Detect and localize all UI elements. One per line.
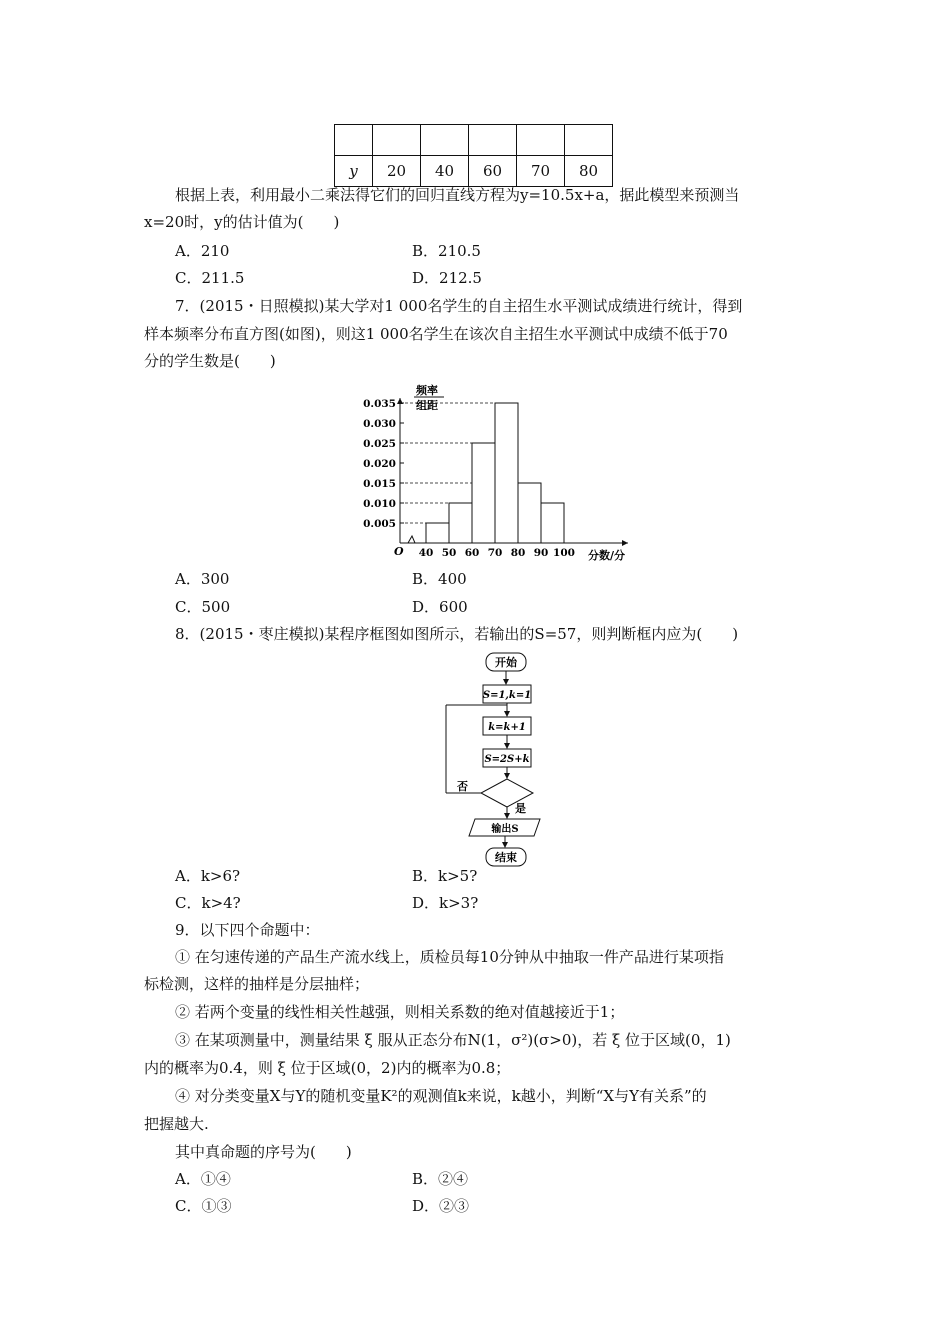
histogram-bar [518,483,541,543]
table-cell: 20 [373,156,421,187]
table-cell [517,125,565,156]
q9-line1: 9．以下四个命题中： [175,921,320,939]
init-label: S=1,k=1 [482,690,532,701]
q9-proposition3-a: ③ 在某项测量中，测量结果 ξ 服从正态分布N(1，σ²)(σ>0)，若 ξ 位于区域(0，1) [175,1031,731,1049]
table-row-y [335,156,613,187]
histogram-y-ticks [363,398,404,530]
q9-option-d: D．②③ [412,1197,470,1215]
start-label: 开始 [495,656,517,669]
table-cell: 60 [469,156,517,187]
y-label-top: 频率 [416,384,438,397]
q7-option-a: A．300 [175,570,230,588]
data-table [334,124,613,187]
table-cell [373,125,421,156]
q6-option-c: C．211.5 [175,269,245,287]
x-tick-label: 100 [553,547,575,559]
y-tick-label: 0.025 [363,438,396,450]
x-tick-label: 70 [487,547,503,559]
q9-option-c: C．①③ [175,1197,232,1215]
q7-line2: 样本频率分布直方图(如图)，则这1 000名学生在该次自主招生水平测试中成绩不低于70 [144,325,728,343]
histogram-bars [426,403,564,543]
yes-label: 是 [515,802,526,815]
q9-proposition1-b: 标检测，这样的抽样是分层抽样； [144,975,370,993]
histogram-bar [449,503,472,543]
q6-option-a: A．210 [175,242,230,260]
q6-option-d: D．212.5 [412,269,482,287]
x-tick-label: 60 [464,547,480,559]
histogram-bar [541,503,564,543]
y-tick-label: 0.030 [363,418,396,430]
table-cell [335,125,373,156]
histogram-x-ticks [419,547,575,559]
q9-proposition1-a: ① 在匀速传递的产品生产流水线上，质检员每10分钟从中抽取一件产品进行某项指 [175,948,724,966]
histogram-bar [495,403,518,543]
end-label: 结束 [495,851,517,864]
q6-line1: 根据上表，利用最小二乘法得它们的回归直线方程为y=10.5x+a，据此模型来预测当 [175,186,740,204]
origin-label: O [394,545,404,558]
y-tick-label: 0.010 [363,498,396,510]
q9-option-a: A．①④ [175,1170,231,1188]
q8-option-c: C．k>4? [175,894,241,912]
table-cell: 80 [565,156,613,187]
x-axis-arrow [622,540,628,546]
q8-option-d: D．k>3? [412,894,479,912]
step2-label: S=2S+k [484,754,530,765]
table-cell: 40 [421,156,469,187]
x-tick-label: 40 [418,547,434,559]
histogram-bar [472,443,495,543]
q9-proposition4-b: 把握越大. [144,1115,209,1133]
table-cell: 70 [517,156,565,187]
q9-proposition2: ② 若两个变量的线性相关性越强，则相关系数的绝对值越接近于1； [175,1003,625,1021]
y-tick-label: 0.005 [363,518,396,530]
program-flowchart [430,650,580,870]
q9-option-b: B．②④ [412,1170,469,1188]
y-label-bottom: 组距 [416,399,438,412]
q8-line1: 8．(2015・枣庄模拟)某程序框图如图所示，若输出的S=57，则判断框内应为( ) [175,625,739,643]
q7-line1: 7．(2015・日照模拟)某大学对1 000名学生的自主招生水平测试成绩进行统计，得到 [175,297,743,315]
histogram-bar [426,523,449,543]
q9-proposition3-b: 内的概率为0.4，则 ξ 位于区域(0，2)内的概率为0.8； [144,1059,511,1077]
q8-option-b: B．k>5? [412,867,478,885]
step1-label: k=k+1 [488,722,526,733]
q6-line2: x=20时，y的估计值为( ) [144,213,340,231]
table-cell [469,125,517,156]
x-tick-label: 90 [533,547,549,559]
q7-line3: 分的学生数是( ) [144,352,276,370]
table-cell [421,125,469,156]
q9-proposition4-a: ④ 对分类变量X与Y的随机变量K²的观测值k来说，k越小，判断“X与Y有关系”的 [175,1087,707,1105]
y-tick-label: 0.035 [363,398,396,410]
no-label: 否 [457,780,468,793]
q8-option-a: A．k>6? [175,867,241,885]
table-row-x [335,125,613,156]
y-tick-label: 0.015 [363,478,396,490]
q9-question: 其中真命题的序号为( ) [175,1143,352,1161]
x-tick-label: 80 [510,547,526,559]
table-cell [565,125,613,156]
x-tick-label: 50 [441,547,457,559]
table-row-label: y [335,156,373,187]
x-axis-label: 分数/分 [588,549,626,562]
q6-option-b: B．210.5 [412,242,481,260]
y-tick-label: 0.020 [363,458,396,470]
frequency-histogram [360,380,650,565]
axis-break-mark [408,536,415,543]
q7-option-d: D．600 [412,598,468,616]
output-label: 输出S [491,824,519,835]
q7-option-b: B．400 [412,570,467,588]
q7-option-c: C．500 [175,598,231,616]
